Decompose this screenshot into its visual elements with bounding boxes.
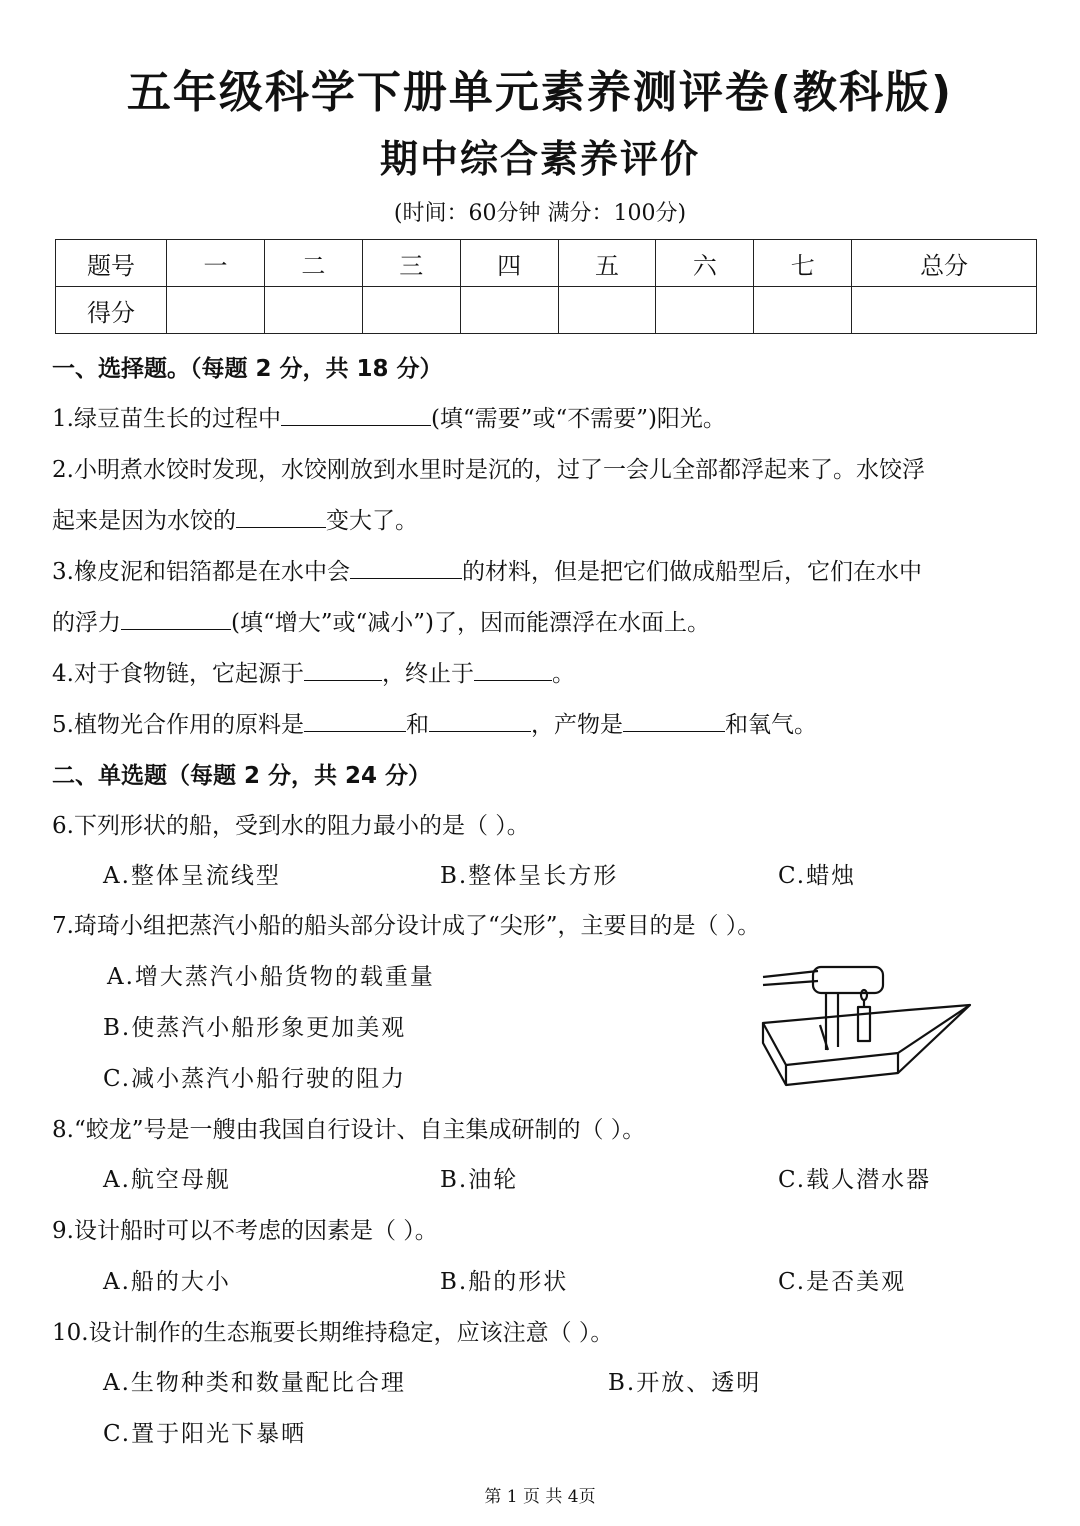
question-8-stem: 8.“蛟龙”号是一艘由我国自行设计、自主集成研制的（ ）。 [52,1117,646,1143]
score-table-header-row [56,240,1037,287]
score-cell[interactable] [167,287,265,334]
question-text: 。 [551,661,575,687]
exam-subtitle: 期中综合素养评价 [379,137,700,181]
option-c[interactable]: C.载人潜水器 [778,1167,932,1193]
question-text: (填“增大”或“减小”)了，因而能漂浮在水面上。 [231,610,710,636]
table-cell: 得分 [56,287,167,334]
section1-heading: 一、选择题。（每题 2 分，共 18 分） [52,356,443,382]
option-b[interactable]: B.使蒸汽小船形象更加美观 [103,1015,407,1041]
question-2-line1: 2.小明煮水饺时发现，水饺刚放到水里时是沉的，过了一会儿全部都浮起来了。水饺浮 [52,457,925,483]
answer-blank[interactable] [474,658,552,681]
table-cell: 七 [754,240,852,287]
answer-blank[interactable] [623,709,725,732]
table-cell: 五 [558,240,656,287]
question-9-stem: 9.设计船时可以不考虑的因素是（ ）。 [52,1218,438,1244]
score-cell[interactable] [852,287,1037,334]
answer-blank[interactable] [121,607,231,630]
option-a[interactable]: A.增大蒸汽小船货物的载重量 [107,964,435,990]
time-info: (时间：60分钟 满分：100分) [393,201,687,226]
question-4 [52,655,575,688]
steam-boat-illustration [758,955,978,1090]
question-1 [52,400,726,433]
question-text: 变大了。 [326,508,418,534]
question-7-stem: 7.琦琦小组把蒸汽小船的船头部分设计成了“尖形”，主要目的是（ ）。 [52,913,761,939]
question-text: 和氧气。 [724,712,817,738]
question-6-stem: 6.下列形状的船，受到水的阻力最小的是（ ）。 [52,813,530,839]
question-text: ，终止于 [381,661,474,687]
question-text: 5.植物光合作用的原料是 [52,712,304,738]
question-2-line2 [52,502,418,535]
option-a[interactable]: A.船的大小 [103,1269,231,1295]
question-text: 1.绿豆苗生长的过程中 [52,406,281,432]
table-cell: 三 [362,240,460,287]
question-5 [52,706,817,739]
option-a[interactable]: A.生物种类和数量配比合理 [103,1370,406,1396]
option-a[interactable]: A.整体呈流线型 [103,863,281,889]
option-c[interactable]: C.置于阳光下暴晒 [103,1421,307,1447]
question-text: 的材料，但是把它们做成船型后，它们在水中 [461,559,922,585]
score-table-score-row [56,287,1037,334]
option-b[interactable]: B.船的形状 [440,1269,569,1295]
option-a[interactable]: A.航空母舰 [103,1167,231,1193]
option-b[interactable]: B.开放、透明 [608,1370,762,1396]
page-footer: 第 1 页 共 4页 [484,1487,596,1507]
option-b[interactable]: B.油轮 [440,1167,519,1193]
answer-blank[interactable] [236,505,326,528]
option-b[interactable]: B.整体呈长方形 [440,863,619,889]
question-text: 4.对于食物链，它起源于 [52,661,304,687]
score-cell[interactable] [754,287,852,334]
score-table [55,239,1037,334]
score-cell[interactable] [656,287,754,334]
question-10-stem: 10.设计制作的生态瓶要长期维持稳定，应该注意（ ）。 [52,1320,614,1346]
score-cell[interactable] [362,287,460,334]
answer-blank[interactable] [281,403,431,426]
answer-blank[interactable] [304,658,382,681]
question-text: 起来是因为水饺的 [52,508,236,534]
answer-blank[interactable] [350,556,462,579]
table-cell: 六 [656,240,754,287]
exam-title: 五年级科学下册单元素养测评卷(教科版) [126,67,954,118]
score-cell[interactable] [264,287,362,334]
option-c[interactable]: C.是否美观 [778,1269,907,1295]
question-3-line2 [52,604,710,637]
option-c[interactable]: C.蜡烛 [778,863,857,889]
question-3-line1 [52,553,922,586]
score-cell[interactable] [460,287,558,334]
question-text: ，产物是 [530,712,623,738]
question-text: 和 [405,712,429,738]
question-text: 的浮力 [52,610,121,636]
option-c[interactable]: C.减小蒸汽小船行驶的阻力 [103,1066,407,1092]
table-cell: 一 [167,240,265,287]
table-cell: 总分 [852,240,1037,287]
section2-heading: 二、单选题（每题 2 分，共 24 分） [52,763,432,789]
table-cell: 二 [264,240,362,287]
question-text: (填“需要”或“不需要”)阳光。 [430,406,726,432]
table-cell: 四 [460,240,558,287]
question-text: 3.橡皮泥和铝箔都是在水中会 [52,559,350,585]
table-cell: 题号 [56,240,167,287]
score-cell[interactable] [558,287,656,334]
answer-blank[interactable] [429,709,531,732]
answer-blank[interactable] [304,709,406,732]
